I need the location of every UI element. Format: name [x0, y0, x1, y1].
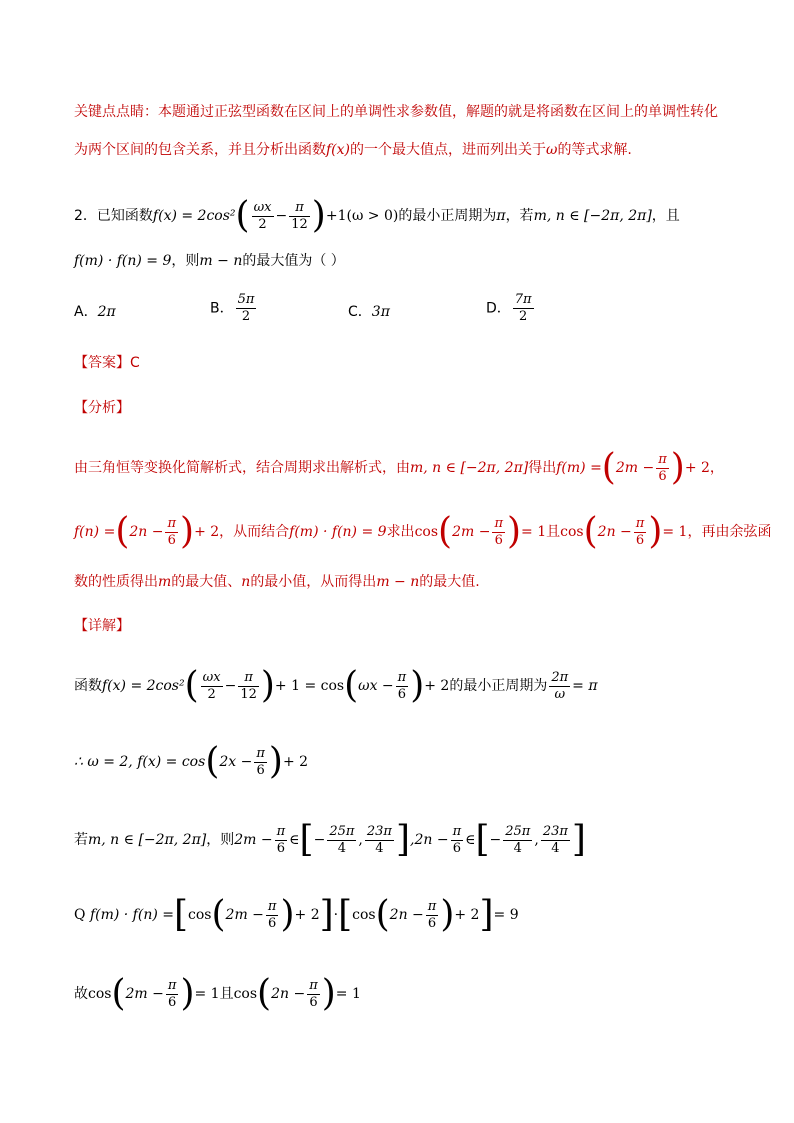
analysis-inner: 2m − — [615, 460, 655, 476]
paren-right: ) — [507, 511, 522, 552]
paren-left: ( — [583, 511, 598, 552]
paren-right: ) — [280, 894, 295, 935]
analysis-eq1: = 1 — [662, 524, 688, 540]
detail-dot: · — [333, 907, 339, 923]
key-points-line-2 — [74, 140, 734, 160]
detail-line-5 — [74, 974, 734, 1014]
detail-2m: 2m − — [234, 832, 273, 848]
question-text: 的最大值为（ ） — [242, 253, 345, 269]
option-c — [348, 302, 390, 322]
paren-right: ) — [180, 511, 195, 552]
frac-pi-12: $\frac{\pi}{12}$ — [240, 669, 257, 702]
detail-plus2: + 2 — [294, 907, 320, 923]
detail-in: ∈ — [465, 832, 476, 848]
analysis-mn: m, n ∈ [−2π, 2π] — [410, 460, 529, 476]
detail-mid: + 1 = cos — [274, 678, 345, 694]
answer-value: C — [130, 355, 140, 371]
detail-inner: 2x − — [219, 754, 253, 770]
analysis-cos: cos — [560, 524, 584, 540]
option-b — [210, 292, 258, 325]
analysis-line-1 — [74, 448, 734, 488]
analysis-text: ，再由余弦函 — [687, 524, 772, 540]
frac-2pi-omega: $\frac{2\pi}{\omega}$ — [551, 669, 569, 702]
option-a-label: A． — [74, 304, 98, 320]
paren-left: ( — [601, 447, 616, 488]
frac-pi-6: $\frac{\pi}{6}$ — [397, 669, 407, 702]
option-b-frac: $\frac{5\pi}{2}$ — [237, 292, 255, 324]
detail-eq-pi: = π — [572, 678, 598, 694]
detail-2m: 2m − — [225, 907, 264, 923]
option-c-value: 3π — [371, 304, 390, 320]
minus: − — [224, 678, 237, 694]
detail-inner: ωx − — [358, 678, 394, 694]
paren-left: ( — [184, 665, 199, 706]
analysis-cos: cos — [414, 524, 439, 540]
detail-plus2: + 2 — [424, 678, 450, 694]
question-number: 2．已知函数 — [74, 208, 153, 224]
question-text: ，且 — [651, 208, 680, 224]
option-d-label: D． — [486, 300, 511, 317]
bracket-right: ] — [571, 819, 586, 860]
key-points-text: 为两个区间的包含关系，并且分析出函数 — [74, 142, 326, 158]
detail-neg: − — [313, 832, 326, 848]
detail-qie: 且 — [219, 986, 234, 1002]
detail-cos: cos — [88, 986, 112, 1002]
analysis-line-3 — [74, 572, 734, 592]
paren-left: ( — [211, 894, 226, 935]
paren-right: ) — [321, 973, 336, 1014]
detail-2n: ,2n − — [410, 832, 449, 848]
frac-ox-2: $\frac{\omega x}{2}$ — [202, 669, 221, 702]
analysis-inner: 2m − — [452, 524, 491, 540]
analysis-text: 数的性质得出 — [74, 574, 158, 590]
analysis-inner: 2n − — [597, 524, 632, 540]
option-d-frac: $\frac{7\pi}{2}$ — [514, 292, 532, 324]
detail-in: ∈ — [289, 832, 300, 848]
detail-plus2: + 2 — [454, 907, 480, 923]
paren-left: ( — [375, 894, 390, 935]
analysis-comma: ， — [709, 460, 724, 476]
bracket-left: [ — [475, 819, 490, 860]
detail-text: ，则 — [206, 832, 235, 848]
bracket-right: ] — [395, 819, 410, 860]
detail-2m: 2m − — [125, 986, 164, 1002]
bracket-left: [ — [299, 819, 314, 860]
analysis-inner: 2n − — [129, 524, 164, 540]
paren-left: ( — [235, 195, 250, 236]
question-tail: +1(ω > 0) — [325, 208, 399, 224]
analysis-eq1: = 1 — [521, 524, 547, 540]
detail-line-1 — [74, 666, 734, 706]
analysis-n: n — [241, 574, 251, 590]
detail-text: 的最小正周期为 — [449, 678, 548, 694]
paren-right: ) — [260, 665, 275, 706]
frac-pi-6: $\frac{\pi}{6}$ — [267, 898, 277, 931]
detail-2n: 2n − — [271, 986, 306, 1002]
paren-right: ) — [410, 665, 425, 706]
question-func: f(x) = 2cos² — [152, 208, 236, 224]
frac-pi-6: $\frac{\pi}{6}$ — [427, 898, 437, 931]
detail-text: 故 — [74, 986, 88, 1002]
analysis-plus2: + 2 — [194, 524, 220, 540]
detail-2n: 2n − — [389, 907, 424, 923]
detail-q: Q — [74, 907, 86, 923]
analysis-label: 【分析】 — [74, 400, 130, 416]
option-b-label: B． — [210, 300, 234, 317]
paren-left: ( — [257, 973, 272, 1014]
question-text: ，若 — [505, 208, 534, 224]
option-c-label: C． — [348, 304, 372, 320]
analysis-text: ，从而结合 — [219, 524, 290, 540]
analysis-text: 的最小值，从而得出 — [250, 574, 377, 590]
analysis-text: 求出 — [386, 524, 415, 540]
key-points-text: 的等式求解. — [557, 142, 632, 158]
detail-f: f(x) = 2cos² — [102, 678, 185, 694]
analysis-m: m — [158, 574, 172, 590]
paren-left: ( — [115, 511, 130, 552]
paren-right: ) — [311, 195, 326, 236]
analysis-text: 的最大值、 — [171, 574, 242, 590]
frac-pi-12: $\frac{\pi}{12}$ — [291, 199, 308, 232]
paren-right: ) — [180, 973, 195, 1014]
paren-left: ( — [111, 973, 126, 1014]
analysis-qie: 且 — [546, 524, 561, 540]
frac-pi-6: $\frac{\pi}{6}$ — [494, 515, 503, 548]
option-d — [486, 292, 536, 325]
answer-label: 【答案】 — [74, 355, 130, 371]
detail-cos: cos — [188, 907, 212, 923]
minus: − — [275, 208, 288, 224]
bracket-right: ] — [479, 894, 494, 935]
bracket-right: ] — [319, 894, 334, 935]
paren-left: ( — [344, 665, 359, 706]
frac-23pi-4: $\frac{23\pi}{4}$ — [542, 823, 568, 856]
paren-right: ) — [440, 894, 455, 935]
analysis-line-2 — [74, 511, 772, 552]
detail-mn: m, n ∈ [−2π, 2π] — [88, 832, 207, 848]
paren-left: ( — [438, 511, 453, 552]
analysis-text: 由三角恒等变换化简解析式，结合周期求出解析式，由 — [74, 460, 410, 476]
question-mn: m, n ∈ [−2π, 2π] — [533, 208, 652, 224]
analysis-fn: f(n) = — [74, 524, 116, 540]
paren-right: ) — [268, 741, 283, 782]
analysis-text: 的最大值. — [419, 574, 480, 590]
analysis-expr: f(m) · f(n) = 9 — [289, 524, 387, 540]
detail-text: 函数 — [74, 678, 102, 694]
option-a — [74, 302, 116, 322]
frac-25pi-4: $\frac{25\pi}{4}$ — [329, 823, 355, 856]
question-pi: π — [496, 208, 506, 224]
detail-text: 若 — [74, 832, 88, 848]
frac-pi-6: $\frac{\pi}{6}$ — [167, 977, 177, 1010]
question-line-1 — [74, 196, 734, 236]
key-points-omega: ω — [546, 142, 558, 158]
paren-left: ( — [205, 741, 220, 782]
analysis-mn: m − n — [376, 574, 420, 590]
frac-23pi-4: $\frac{23\pi}{4}$ — [366, 823, 392, 856]
detail-cos: cos — [233, 986, 258, 1002]
analysis-heading — [74, 398, 734, 418]
bracket-left: [ — [338, 894, 353, 935]
detail-eq9: = 9 — [493, 907, 519, 923]
frac-25pi-4: $\frac{25\pi}{4}$ — [505, 823, 531, 856]
detail-line-3 — [74, 820, 734, 860]
frac-pi-6: $\frac{\pi}{6}$ — [256, 745, 265, 778]
bracket-left: [ — [173, 894, 189, 935]
option-a-value: 2π — [97, 304, 116, 320]
detail-eq1: = 1 — [335, 986, 361, 1002]
detail-label: 【详解】 — [74, 618, 130, 634]
detail-neg: − — [489, 832, 502, 848]
key-points-fx: f(x) — [326, 142, 351, 158]
detail-eq1: = 1 — [194, 986, 220, 1002]
detail-comma: , — [358, 832, 363, 848]
analysis-plus2: + 2 — [684, 460, 710, 476]
question-text: 的最小正周期为 — [398, 208, 497, 224]
frac-pi-6: $\frac{\pi}{6}$ — [276, 823, 286, 856]
detail-line-2 — [74, 742, 734, 782]
paren-right: ) — [648, 511, 663, 552]
frac-pi-6: $\frac{\pi}{6}$ — [167, 515, 177, 548]
frac-pi-6: $\frac{\pi}{6}$ — [452, 823, 462, 856]
key-points-text: 的一个最大值点，进而列出关于 — [350, 142, 547, 158]
detail-f: f(m) · f(n) = — [89, 907, 174, 923]
detail-comma: , — [534, 832, 539, 848]
detail-s2: ∴ ω = 2, f(x) = cos — [74, 754, 206, 770]
answer-line — [74, 353, 734, 373]
detail-cos: cos — [352, 907, 376, 923]
frac-ox-2: $\frac{\omega x}{2}$ — [253, 199, 272, 232]
frac-pi-6: $\frac{\pi}{6}$ — [635, 515, 645, 548]
detail-line-4 — [74, 895, 734, 935]
analysis-fm: f(m) = — [556, 460, 602, 476]
question-line-2 — [74, 251, 734, 271]
question-text: ，则 — [171, 253, 200, 269]
frac-pi-6: $\frac{\pi}{6}$ — [309, 977, 318, 1010]
question-expr: f(m) · f(n) = 9 — [74, 253, 172, 269]
question-m-minus-n: m − n — [199, 253, 243, 269]
frac-pi-6: $\frac{\pi}{6}$ — [658, 451, 667, 484]
detail-heading — [74, 616, 734, 636]
key-points-line-1: 关键点点睛：本题通过正弦型函数在区间上的单调性求参数值，解题的就是将函数在区间上的单调性转化 — [74, 104, 718, 120]
detail-plus2: + 2 — [282, 754, 309, 770]
paren-right: ) — [670, 447, 685, 488]
analysis-text: 得出 — [528, 460, 557, 476]
